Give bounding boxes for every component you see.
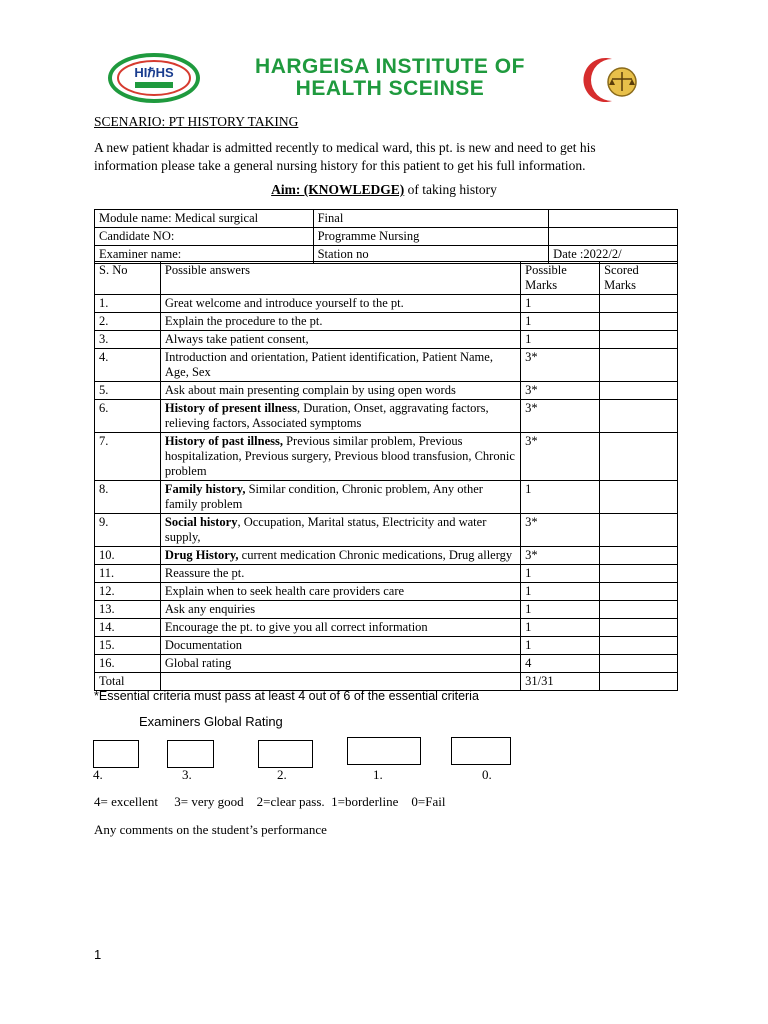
row-number: 4.: [95, 349, 161, 382]
row-number: 1.: [95, 295, 161, 313]
examiners-rating-label: Examiners Global Rating: [139, 714, 283, 729]
table-row: [95, 481, 678, 514]
row-scored-marks[interactable]: [600, 400, 678, 433]
info-cell: Date :2022/2/: [549, 246, 678, 264]
aim-bold: Aim: (KNOWLEDGE): [271, 182, 405, 197]
table-row: [95, 565, 678, 583]
answer-text: Reassure the pt.: [164, 566, 245, 580]
answer-text: Always take patient consent,: [164, 332, 309, 346]
row-scored-marks[interactable]: [600, 349, 678, 382]
row-number: 2.: [95, 313, 161, 331]
table-row: [95, 583, 678, 601]
answer-text: Introduction and orientation, Patient identification, Patient Name, Age, Sex: [164, 350, 493, 379]
row-possible-marks: 3*: [521, 433, 600, 481]
row-number: 3.: [95, 331, 161, 349]
rating-label-0: 0.: [482, 767, 492, 782]
row-number: 7.: [95, 433, 161, 481]
row-possible-marks: 3*: [521, 349, 600, 382]
row-answer: [160, 295, 520, 313]
row-scored-marks[interactable]: [600, 637, 678, 655]
row-answer: [160, 601, 520, 619]
table-row: [95, 433, 678, 481]
rating-legend: 4= excellent 3= very good 2=clear pass. 1=borderline 0=Fail: [94, 794, 446, 809]
total-value: 31/31: [521, 673, 600, 691]
row-possible-marks: 1: [521, 601, 600, 619]
title-line-2: HEALTH SCEINSE: [295, 77, 485, 100]
table-row: [95, 655, 678, 673]
info-cell: Programme Nursing: [313, 228, 549, 246]
page-number: 1: [94, 947, 102, 962]
answer-text: Similar condition, Chronic problem, Any other family problem: [164, 482, 483, 511]
row-answer: [160, 400, 520, 433]
header-possible-marks: Possible Marks: [521, 262, 600, 295]
table-row: [95, 400, 678, 433]
answer-text: Ask any enquiries: [164, 602, 256, 616]
row-answer: [160, 514, 520, 547]
rating-label-3: 3.: [182, 767, 192, 782]
row-scored-marks[interactable]: [600, 295, 678, 313]
total-blank: [160, 673, 520, 691]
row-scored-marks[interactable]: [600, 601, 678, 619]
row-number: 12.: [95, 583, 161, 601]
answer-bold: Social history: [164, 515, 238, 529]
table-row: [95, 331, 678, 349]
row-number: 10.: [95, 547, 161, 565]
answer-text: Documentation: [164, 638, 242, 652]
row-number: 11.: [95, 565, 161, 583]
row-scored-marks[interactable]: [600, 583, 678, 601]
row-possible-marks: 3*: [521, 382, 600, 400]
row-number: 14.: [95, 619, 161, 637]
answer-text: Ask about main presenting complain by using open words: [164, 383, 456, 397]
institute-title: [205, 56, 575, 100]
row-answer: [160, 583, 520, 601]
rating-box-0[interactable]: [451, 737, 511, 765]
row-scored-marks[interactable]: [600, 313, 678, 331]
answer-text: , Duration, Onset, aggravating factors, relieving factors, Associated symptoms: [164, 401, 489, 430]
info-row: [95, 210, 678, 228]
row-answer: [160, 382, 520, 400]
crest-logo-right: [582, 55, 652, 105]
row-answer: [160, 565, 520, 583]
aim-rest: of taking history: [404, 182, 497, 197]
rating-box-3[interactable]: [167, 740, 214, 768]
row-scored-marks[interactable]: [600, 547, 678, 565]
table-row: [95, 601, 678, 619]
table-row: [95, 382, 678, 400]
answer-text: , Occupation, Marital status, Electricity and water supply,: [164, 515, 487, 544]
institute-logo-left: [107, 53, 202, 103]
row-number: 8.: [95, 481, 161, 514]
answer-text: Great welcome and introduce yourself to the pt.: [164, 296, 404, 310]
rating-box-1[interactable]: [347, 737, 421, 765]
row-answer: [160, 349, 520, 382]
comments-label: Any comments on the student’s performance: [94, 822, 327, 837]
table-row: [95, 349, 678, 382]
row-number: 16.: [95, 655, 161, 673]
answer-text: Explain the procedure to the pt.: [164, 314, 323, 328]
answer-text: Explain when to seek health care providers care: [164, 584, 405, 598]
row-possible-marks: 3*: [521, 514, 600, 547]
answer-bold: History of present illness: [164, 401, 297, 415]
answer-text: current medication Chronic medications, Drug allergy: [238, 548, 513, 562]
row-answer: [160, 433, 520, 481]
row-possible-marks: 1: [521, 313, 600, 331]
rating-label-2: 2.: [277, 767, 287, 782]
row-scored-marks[interactable]: [600, 382, 678, 400]
answer-bold: History of past illness,: [164, 434, 283, 448]
scenario-description: A new patient khadar is admitted recently to medical ward, this pt. is new and need to get his information please take a general nursing history for this patient to get his full information.: [94, 140, 596, 173]
row-possible-marks: 4: [521, 655, 600, 673]
table-row: [95, 547, 678, 565]
row-possible-marks: 3*: [521, 400, 600, 433]
row-answer: [160, 331, 520, 349]
answer-text: Previous similar problem, Previous hospitalization, Previous surgery, Previous blood transfusion, Chronic problem: [164, 434, 515, 478]
row-answer: [160, 637, 520, 655]
row-number: 13.: [95, 601, 161, 619]
header-scored-marks: Scored Marks: [600, 262, 678, 295]
rating-label-1: 1.: [373, 767, 383, 782]
aim-line: [94, 182, 674, 198]
header-answers: Possible answers: [160, 262, 520, 295]
row-possible-marks: 1: [521, 637, 600, 655]
row-possible-marks: 1: [521, 481, 600, 514]
row-scored-marks[interactable]: [600, 565, 678, 583]
row-scored-marks[interactable]: [600, 331, 678, 349]
info-cell[interactable]: [549, 210, 678, 228]
row-scored-marks[interactable]: [600, 481, 678, 514]
row-answer: [160, 481, 520, 514]
total-label: Total: [95, 673, 161, 691]
essential-criteria-footnote: *Essential criteria must pass at least 4 out of 6 of the essential criteria: [94, 689, 479, 703]
table-row: [95, 295, 678, 313]
table-row: [95, 313, 678, 331]
row-possible-marks: 1: [521, 565, 600, 583]
row-scored-marks[interactable]: [600, 433, 678, 481]
info-cell: Station no: [313, 246, 549, 264]
info-cell: Examiner name:: [95, 246, 314, 264]
info-cell: Module name: Medical surgical: [95, 210, 314, 228]
row-answer: [160, 547, 520, 565]
answer-bold: Drug History,: [164, 548, 239, 562]
row-answer: [160, 619, 520, 637]
rating-box-4[interactable]: [93, 740, 139, 768]
table-row: [95, 514, 678, 547]
info-cell: Candidate NO:: [95, 228, 314, 246]
total-row: [95, 673, 678, 691]
table-row: [95, 637, 678, 655]
info-table: [94, 209, 678, 264]
header-sno: S. No: [95, 262, 161, 295]
answer-bold: Family history,: [164, 482, 246, 496]
marks-table: [94, 261, 678, 691]
total-scored[interactable]: [600, 673, 678, 691]
answer-text: Global rating: [164, 656, 232, 670]
answer-text: Encourage the pt. to give you all correct information: [164, 620, 428, 634]
row-scored-marks[interactable]: [600, 655, 678, 673]
row-possible-marks: 1: [521, 295, 600, 313]
row-scored-marks[interactable]: [600, 619, 678, 637]
info-cell[interactable]: [549, 228, 678, 246]
row-possible-marks: 3*: [521, 547, 600, 565]
marks-header-row: [95, 262, 678, 295]
row-possible-marks: 1: [521, 331, 600, 349]
row-number: 15.: [95, 637, 161, 655]
title-line-1: HARGEISA INSTITUTE OF: [255, 55, 525, 78]
table-row: [95, 619, 678, 637]
info-row: [95, 228, 678, 246]
row-number: 6.: [95, 400, 161, 433]
row-answer: [160, 313, 520, 331]
row-possible-marks: 1: [521, 583, 600, 601]
row-number: 9.: [95, 514, 161, 547]
scenario-heading: SCENARIO: PT HISTORY TAKING: [94, 114, 299, 129]
row-number: 5.: [95, 382, 161, 400]
row-answer: [160, 655, 520, 673]
rating-label-4: 4.: [93, 767, 103, 782]
logo-text: HIℏHS: [134, 65, 174, 80]
info-cell: Final: [313, 210, 549, 228]
row-scored-marks[interactable]: [600, 514, 678, 547]
row-possible-marks: 1: [521, 619, 600, 637]
rating-box-2[interactable]: [258, 740, 313, 768]
